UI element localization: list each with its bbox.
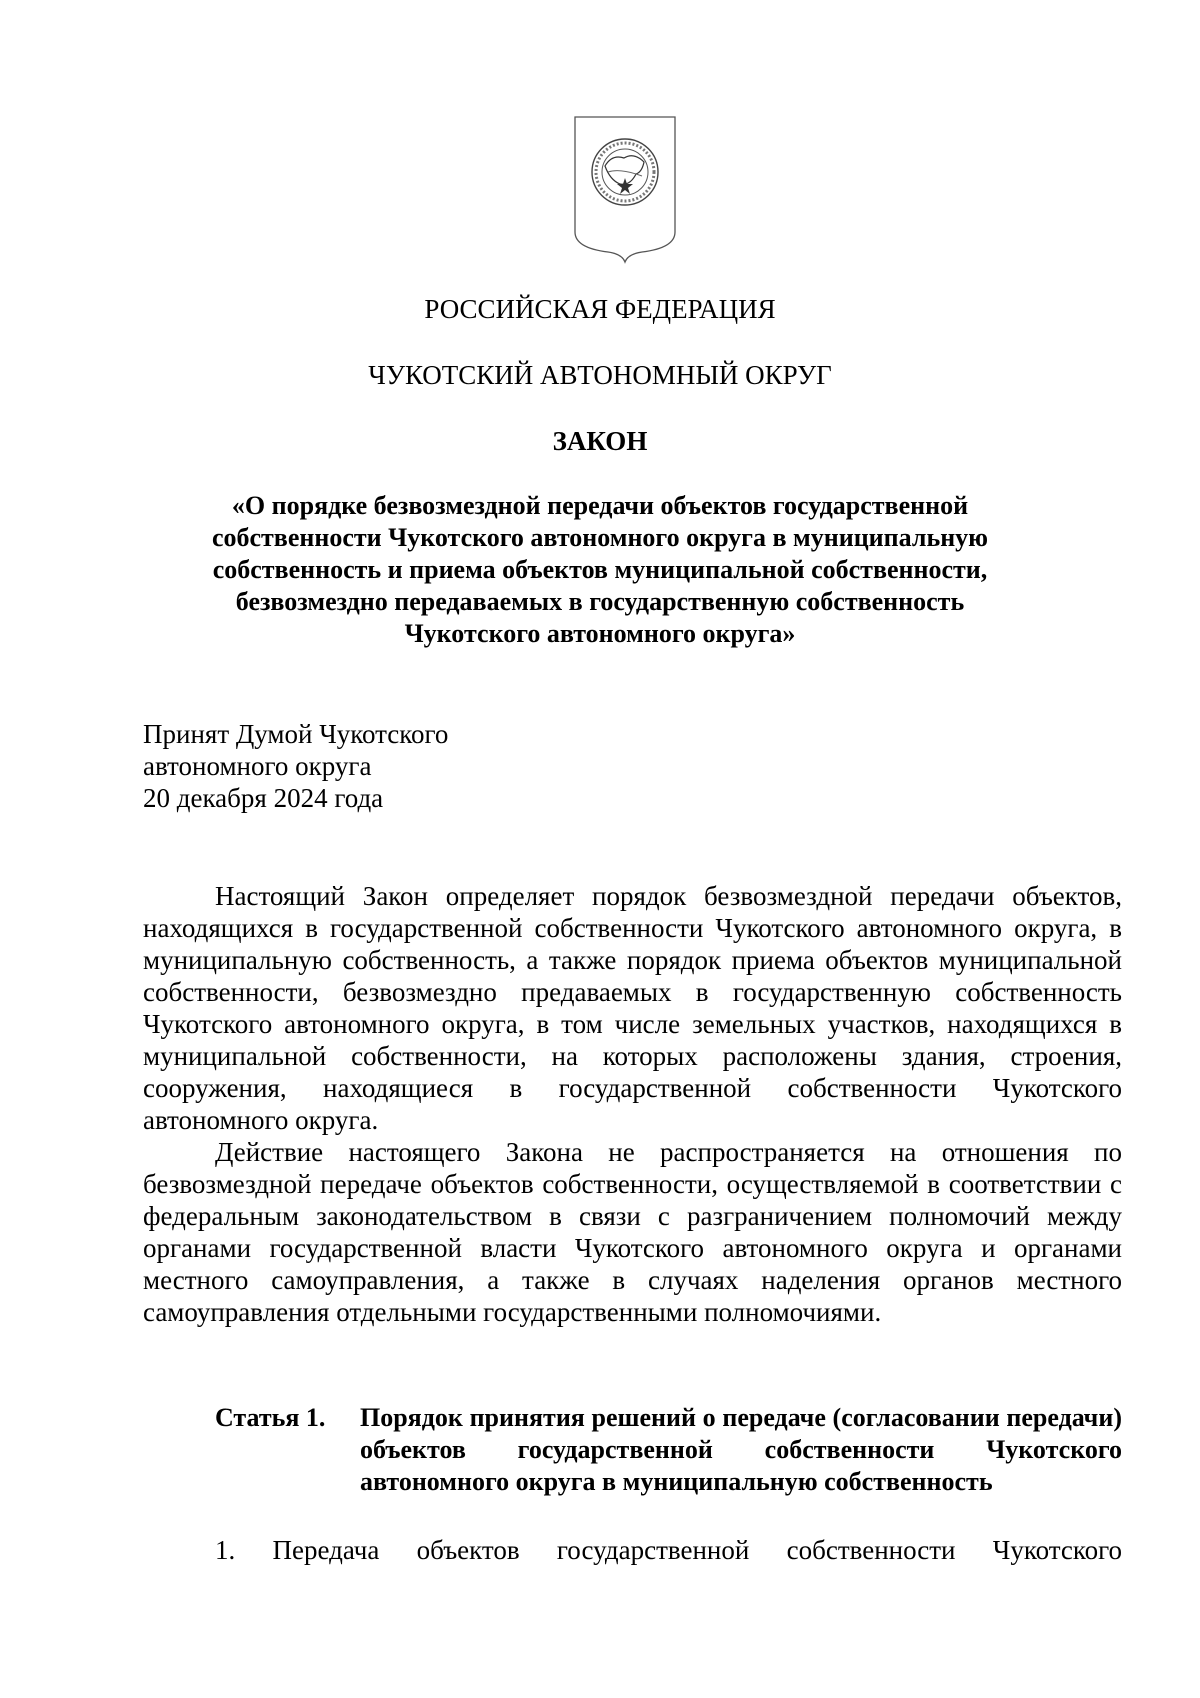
law-title — [150, 490, 1050, 650]
law-title-line: собственности Чукотского автономного округа в муниципальную — [211, 523, 989, 552]
article-1-heading — [215, 1402, 1122, 1498]
adoption-date: 20 декабря 2024 года — [143, 783, 384, 813]
document-type-heading: ЗАКОН — [552, 426, 648, 456]
law-title-line: Чукотского автономного округа» — [404, 619, 796, 648]
country-heading: РОССИЙСКАЯ ФЕДЕРАЦИЯ — [424, 294, 776, 324]
coat-of-arms-icon — [572, 114, 678, 264]
preamble-paragraph: Настоящий Закон определяет порядок безвозмездной передачи объектов, находящихся в государственной собственности Чукотского автономного округа, в муниципальную собственность, а также порядок приема объектов муниципальной собственности, безвозмездно предаваемых в государственную собственность Чукотского автономного округа, в том числе земельных участков, находящихся в муниципальной собственности, на которых расположены здания, строения, сооружения, находящиеся в государственной собственности Чукотского автономного округа. — [143, 881, 1122, 1135]
law-title-line: собственность и приема объектов муниципальной собственности, — [212, 555, 988, 584]
law-title-line: «О порядке безвозмездной передачи объектов государственной — [231, 491, 969, 520]
adoption-line: автономного округа — [143, 751, 372, 781]
preamble-paragraph: Действие настоящего Закона не распространяется на отношения по безвозмездной передаче объектов собственности, осуществляемой в соответствии с федеральным законодательством в связи с разграничением полномочий между органами государственной власти Чукотского автономного округа и органами местного самоуправления, а также в случаях наделения органов местного самоуправления отдельными государственными полномочиями. — [143, 1137, 1122, 1327]
adoption-note — [143, 718, 663, 814]
adoption-line: Принят Думой Чукотского — [143, 719, 449, 749]
article-number: Статья 1. — [215, 1403, 326, 1432]
preamble — [143, 880, 1122, 1328]
coat-of-arms-emblem — [572, 114, 678, 264]
region-heading: ЧУКОТСКИЙ АВТОНОМНЫЙ ОКРУГ — [368, 360, 832, 390]
article-title: Порядок принятия решений о передаче (согласовании передачи) объектов государственной собственности Чукотского автономного округа в муниципальную собственность — [360, 1403, 1122, 1496]
article-1-item-1: 1. Передача объектов государственной собственности Чукотского — [215, 1535, 1122, 1565]
law-title-line: безвозмездно передаваемых в государственную собственность — [235, 587, 965, 616]
